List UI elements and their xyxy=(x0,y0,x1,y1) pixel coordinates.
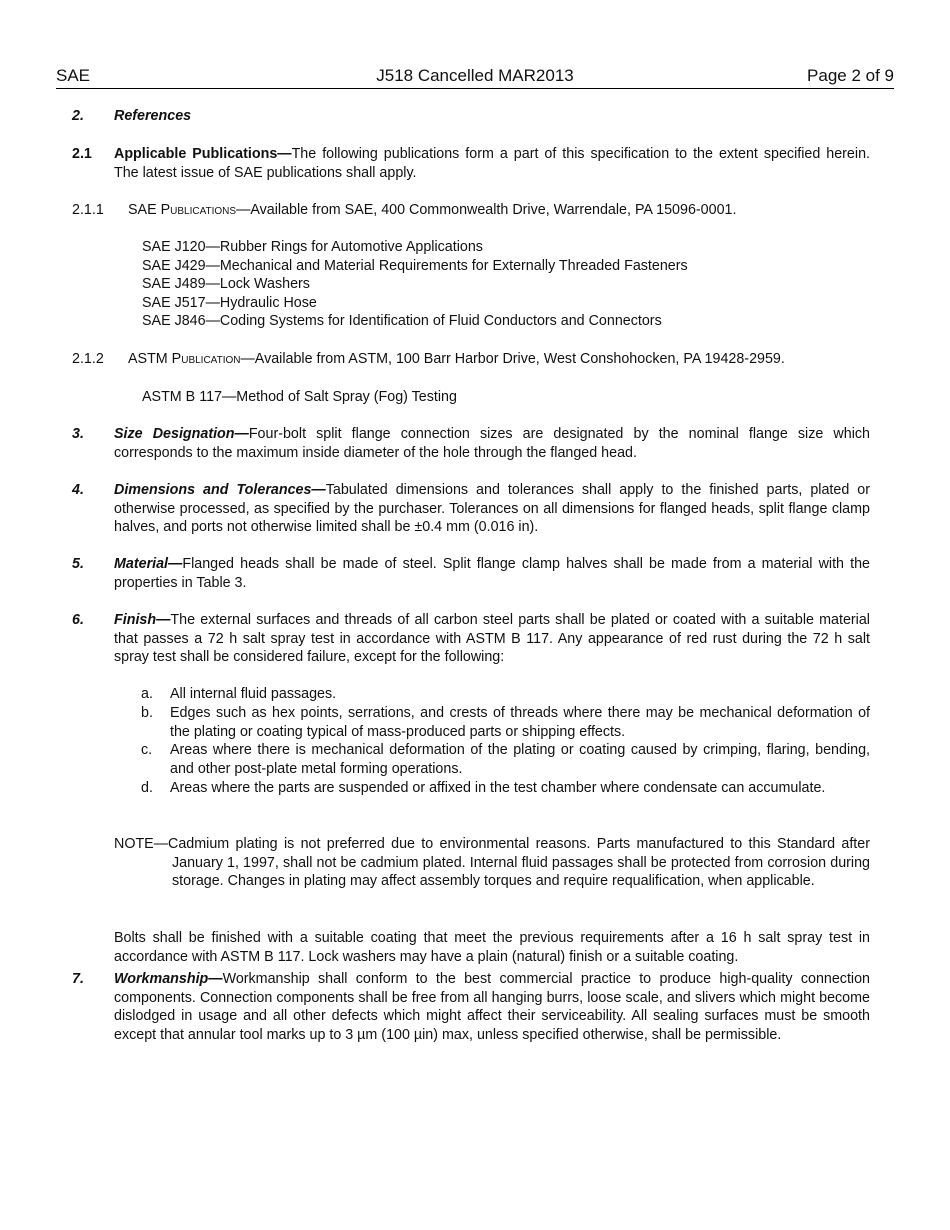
section-6-number: 6. xyxy=(72,612,84,628)
section-3-title: Size Designation— xyxy=(114,426,249,442)
section-2-1-text: The following publications form a part of this specification to the extent specified herein. The latest issue of SAE publications shall apply. xyxy=(114,146,870,181)
section-4-number: 4. xyxy=(72,482,84,498)
section-4-text: Tabulated dimensions and tolerances shall apply to the finished parts, plated or otherwise processed, as specified by the purchaser. Tolerances on all dimensions for flanged heads, split flange clamp halves, and ports not otherwise limited shall be ±0.4 mm (0.016 in). xyxy=(114,482,870,535)
section-2-number: 2. xyxy=(72,108,84,124)
list-item: All internal fluid passages. xyxy=(170,686,337,702)
section-2-1-title: Applicable Publications— xyxy=(114,146,292,162)
list-item-letter: a. xyxy=(141,686,153,702)
astm-publication-list xyxy=(142,388,457,407)
section-2-1-2-paragraph xyxy=(128,350,870,369)
note-text: NOTE—Cadmium plating is not preferred due to environmental reasons. Parts manufactured to this Standard after January 1, 1997, shall not be cadmium plated. Internal fluid passages shall be protected from corrosion during storage. Changes in plating may affect assembly torques and require requalification, when applicable. xyxy=(114,836,870,889)
section-2-1-1-number: 2.1.1 xyxy=(72,202,104,218)
list-item: Areas where there is mechanical deformation of the plating or coating caused by crimping, flaring, bending, and other post-plate metal forming operations. xyxy=(170,742,870,777)
page-header xyxy=(56,66,894,89)
section-5-number: 5. xyxy=(72,556,84,572)
section-2-1-2-number: 2.1.2 xyxy=(72,351,104,367)
section-2-1-number: 2.1 xyxy=(72,146,92,162)
section-4-title: Dimensions and Tolerances— xyxy=(114,482,326,498)
list-item-letter: c. xyxy=(141,742,153,758)
list-item: SAE J517—Hydraulic Hose xyxy=(142,294,317,311)
list-item: ASTM B 117—Method of Salt Spray (Fog) Testing xyxy=(142,389,457,405)
section-7-paragraph xyxy=(114,970,870,1044)
section-6-paragraph xyxy=(114,611,870,667)
list-item: Edges such as hex points, serrations, and crests of threads where there may be mechanical deformation of the plating or coating typical of mass-produced parts or shipping effects. xyxy=(170,705,870,740)
section-5-text: Flanged heads shall be made of steel. Split flange clamp halves shall be made from a material with the properties in Table 3. xyxy=(114,556,870,591)
header-page-number: Page 2 of 9 xyxy=(807,66,894,85)
section-4-paragraph xyxy=(114,481,870,537)
sae-publication-list xyxy=(142,238,688,331)
section-2-1-paragraph xyxy=(114,145,870,182)
section-3-text: Four-bolt split flange connection sizes are designated by the nominal flange size which corresponds to the maximum inside diameter of the hole through the flanged head. xyxy=(114,426,870,461)
section-5-paragraph xyxy=(114,555,870,592)
list-item: SAE J120—Rubber Rings for Automotive Applications xyxy=(142,239,483,255)
section-5-title: Material— xyxy=(114,556,183,572)
list-item-letter: b. xyxy=(141,705,153,721)
section-7-text: Workmanship shall conform to the best commercial practice to produce high-quality connection components. Connection components shall be free from all hanging burrs, loose scale, and slivers which might become dislodged in usage and all other defects which might affect their serviceability. All sealing surfaces must be smooth except that annular tool marks up to 3 µm (100 µin) max, unless specified otherwise, shall be permissible. xyxy=(114,971,870,1043)
list-item: SAE J489—Lock Washers xyxy=(142,276,310,292)
section-6-title: Finish— xyxy=(114,612,171,628)
section-3-paragraph xyxy=(114,425,870,462)
list-item: Areas where the parts are suspended or affixed in the test chamber where condensate can accumulate. xyxy=(170,780,826,796)
section-2-1-1-text: —Available from SAE, 400 Commonwealth Drive, Warrendale, PA 15096-0001. xyxy=(236,202,737,218)
section-3-number: 3. xyxy=(72,426,84,442)
header-doc-id: J518 Cancelled MAR2013 xyxy=(376,66,574,85)
section-2-1-1-paragraph xyxy=(128,201,870,220)
list-item: SAE J846—Coding Systems for Identification of Fluid Conductors and Connectors xyxy=(142,313,662,329)
section-6-text: The external surfaces and threads of all carbon steel parts shall be plated or coated with a suitable material that passes a 72 h salt spray test in accordance with ASTM B 117. Any appearance of red rust during the 72 h salt spray test shall be considered failure, except for the following: xyxy=(114,612,870,665)
list-item: SAE J429—Mechanical and Material Requirements for Externally Threaded Fasteners xyxy=(142,257,688,274)
header-org: SAE xyxy=(56,66,91,85)
section-7-number: 7. xyxy=(72,971,84,987)
section-2-1-2-heading: ASTM Publication xyxy=(128,351,241,367)
section-2-1-2-text: —Available from ASTM, 100 Barr Harbor Drive, West Conshohocken, PA 19428-2959. xyxy=(240,351,785,367)
section-7-title: Workmanship— xyxy=(114,971,223,987)
section-2-title: References xyxy=(114,108,192,124)
bolts-paragraph: Bolts shall be finished with a suitable coating that meet the previous requirements after a 16 h salt spray test in accordance with ASTM B 117. Lock washers may have a plain (natural) finish or a suitable coating. xyxy=(114,930,870,965)
list-item-letter: d. xyxy=(141,780,153,796)
section-2-1-1-heading: SAE Publications xyxy=(128,202,237,218)
cadmium-note xyxy=(114,835,870,891)
